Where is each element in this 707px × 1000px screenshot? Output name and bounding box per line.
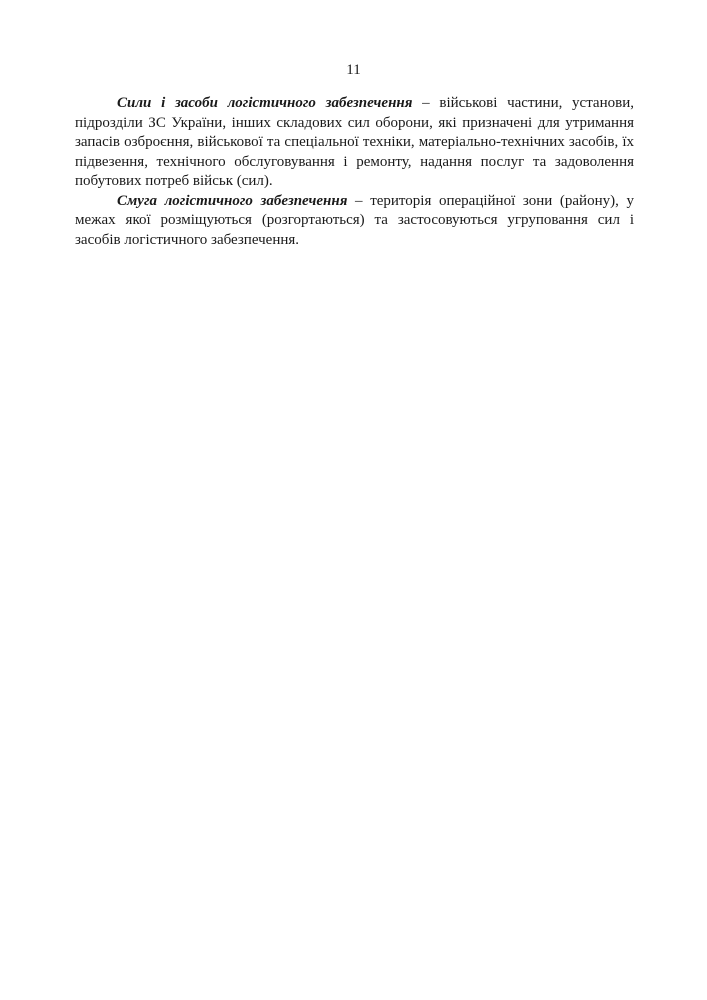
defined-term: Сили і засоби логістичного забезпечення: [117, 95, 413, 111]
page-number: 11: [346, 62, 361, 78]
definition-text: – військові частини, установи, підрозділи ЗС України, інших складових сил оборони, які призначені для утримання запасів озброєння, військової та спеціальної техніки, матеріально-технічних засобів, їх підвезення, технічного обслуговування і ремонту, надання послуг та задоволення побутових потреб військ (сил).: [75, 95, 634, 189]
defined-term: Смуга логістичного забезпечення: [117, 192, 348, 209]
definition-paragraph: [75, 94, 634, 192]
document-body: [75, 94, 634, 250]
definition-paragraph: [75, 192, 634, 251]
definition-text: – територія операційної зони (району), у межах якої розміщуються (розгортаються) та застосовуються угруповання сил і засобів логістичного забезпечення.: [75, 192, 634, 248]
